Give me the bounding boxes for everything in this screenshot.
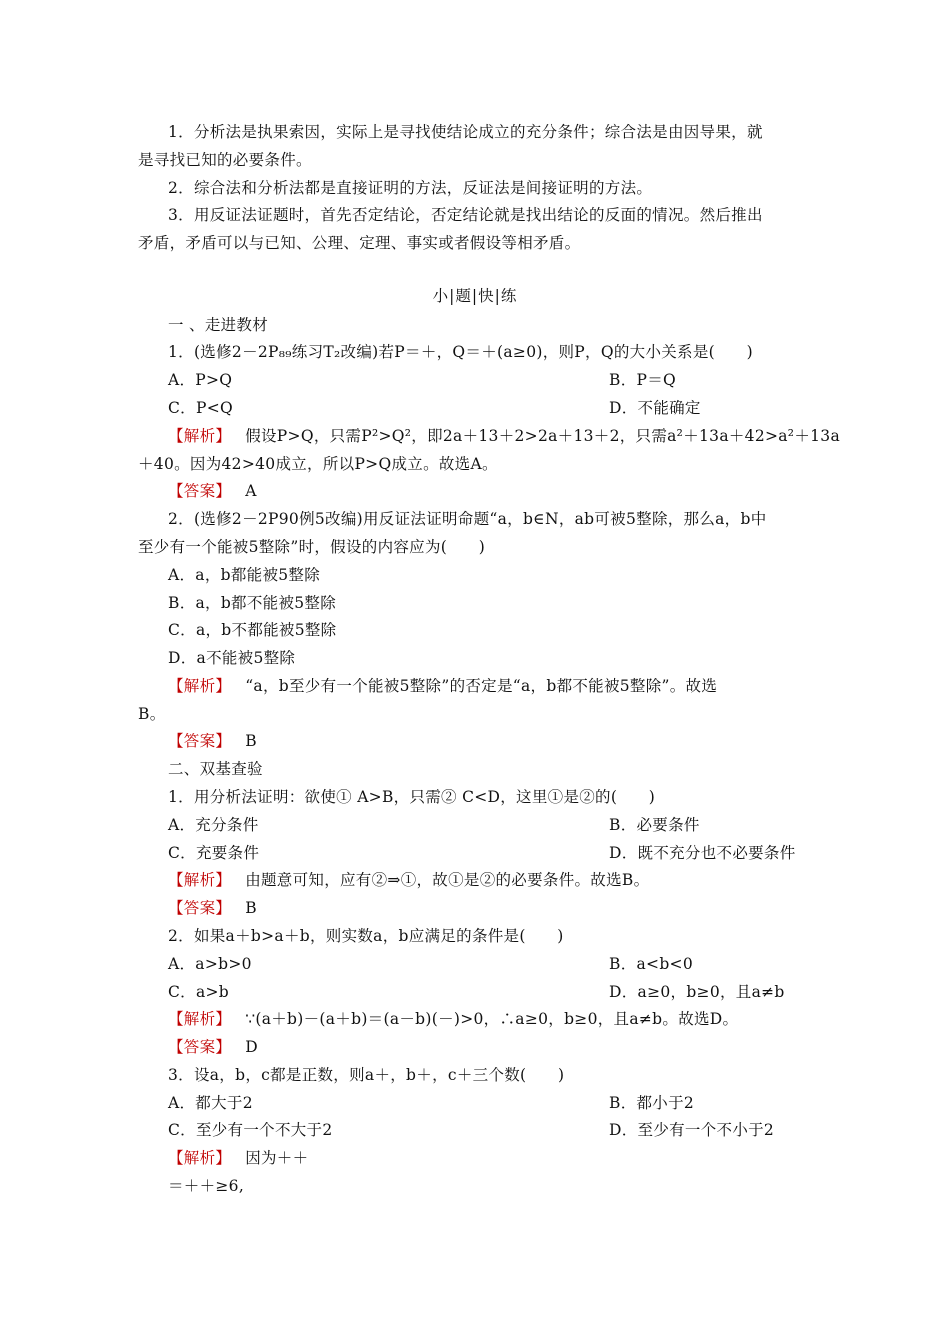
analysis-text: 由题意可知，应有②⇒①，故①是②的必要条件。故选B。 — [245, 871, 650, 889]
part2-heading: 二、双基查验 — [168, 760, 263, 778]
analysis-tag: 【解析】 — [168, 1149, 232, 1167]
p1-q1-stem: 1．(选修2－2P₈₉练习T₂改编)若P＝＋，Q＝＋(a≥0)，则P，Q的大小关系是( ) — [168, 343, 753, 361]
intro-paragraph-3-line-2: 矛盾，矛盾可以与已知、公理、定理、事实或者假设等相矛盾。 — [138, 234, 581, 252]
analysis-tag: 【解析】 — [168, 677, 232, 695]
part1-heading: 一 、走进教材 — [168, 316, 269, 334]
p2-q2-stem: 2．如果a＋b>a＋b，则实数a，b应满足的条件是( ) — [168, 927, 564, 945]
answer-tag: 【答案】 — [168, 899, 232, 917]
p1-q1-analysis-line-1 — [168, 425, 848, 447]
p1-q2-option-b: B．a，b都不能被5整除 — [168, 594, 337, 612]
analysis-text: 假设P>Q，只需P²>Q²，即2a＋13＋2>2a＋13＋2，只需a²＋13a＋42>a²＋13a — [245, 427, 840, 445]
analysis-tag: 【解析】 — [168, 427, 232, 445]
p2-q3-stem: 3．设a，b，c都是正数，则a＋，b＋，c＋三个数( ) — [168, 1066, 565, 1084]
answer-value: B — [245, 899, 257, 917]
p2-q3-option-c: C．至少有一个不大于2 — [168, 1121, 333, 1139]
p2-q1-option-c: C．充要条件 — [168, 844, 260, 862]
analysis-text: 因为＋＋ — [245, 1149, 309, 1167]
p1-q2-answer — [168, 730, 848, 752]
answer-tag: 【答案】 — [168, 482, 232, 500]
p2-q2-option-d: D．a≥0，b≥0，且a≠b — [609, 983, 785, 1001]
analysis-tag: 【解析】 — [168, 871, 232, 889]
answer-tag: 【答案】 — [168, 1038, 232, 1056]
p2-q1-analysis — [168, 869, 848, 891]
p1-q2-option-a: A．a，b都能被5整除 — [168, 566, 321, 584]
p1-q2-stem-line-1: 2．(选修2－2P90例5改编)用反证法证明命题“a，b∈N，ab可被5整除，那么a，b中 — [168, 510, 767, 528]
p2-q2-option-b: B．a<b<0 — [609, 955, 693, 973]
p1-q1-option-d: D．不能确定 — [609, 399, 701, 417]
p2-q3-option-a: A．都大于2 — [168, 1094, 253, 1112]
analysis-text: ∵(a＋b)－(a＋b)＝(a－b)(－)>0，∴a≥0，b≥0，且a≠b。故选D。 — [245, 1010, 739, 1028]
p1-q1-analysis-line-2: ＋40。因为42>40成立，所以P>Q成立。故选A。 — [138, 455, 498, 473]
intro-paragraph-1-line-1: 1．分析法是执果索因，实际上是寻找使结论成立的充分条件；综合法是由因导果，就 — [168, 123, 763, 141]
p1-q1-option-c: C．P<Q — [168, 399, 233, 417]
answer-value: A — [245, 482, 257, 500]
p2-q1-option-a: A．充分条件 — [168, 816, 259, 834]
p2-q3-analysis-line-1 — [168, 1147, 848, 1169]
p2-q3-option-b: B．都小于2 — [609, 1094, 695, 1112]
p2-q3-option-d: D．至少有一个不小于2 — [609, 1121, 775, 1139]
p1-q1-option-a: A．P>Q — [168, 371, 233, 389]
p2-q2-analysis — [168, 1008, 848, 1030]
p1-q2-option-c: C．a，b不都能被5整除 — [168, 621, 337, 639]
p1-q2-option-d: D．a不能被5整除 — [168, 649, 296, 667]
intro-paragraph-2: 2．综合法和分析法都是直接证明的方法，反证法是间接证明的方法。 — [168, 179, 653, 197]
p2-q1-answer — [168, 897, 848, 919]
p2-q1-option-d: D．既不充分也不必要条件 — [609, 844, 796, 862]
p1-q2-stem-line-2: 至少有一个能被5整除”时，假设的内容应为( ) — [138, 538, 486, 556]
analysis-text: “a，b至少有一个能被5整除”的否定是“a，b都不能被5整除”。故选 — [245, 677, 718, 695]
answer-value: B — [245, 732, 257, 750]
p1-q2-analysis-line-1 — [168, 675, 848, 697]
p1-q1-option-b: B．P＝Q — [609, 371, 677, 389]
answer-tag: 【答案】 — [168, 732, 232, 750]
p2-q1-stem: 1．用分析法证明：欲使① A>B，只需② C<D，这里①是②的( ) — [168, 788, 656, 806]
section-title: 小|题|快|练 — [432, 287, 518, 305]
p1-q2-analysis-line-2: B。 — [138, 705, 166, 723]
p2-q1-option-b: B．必要条件 — [609, 816, 700, 834]
p2-q2-option-a: A．a>b>0 — [168, 955, 252, 973]
p2-q2-option-c: C．a>b — [168, 983, 230, 1001]
p2-q3-analysis-line-2: ＝＋＋≥6, — [168, 1177, 245, 1195]
p1-q1-answer — [168, 480, 848, 502]
p2-q2-answer — [168, 1036, 848, 1058]
intro-paragraph-3-line-1: 3．用反证法证题时，首先否定结论，否定结论就是找出结论的反面的情况。然后推出 — [168, 206, 763, 224]
answer-value: D — [245, 1038, 258, 1056]
intro-paragraph-1-line-2: 是寻找已知的必要条件。 — [138, 151, 312, 169]
analysis-tag: 【解析】 — [168, 1010, 232, 1028]
